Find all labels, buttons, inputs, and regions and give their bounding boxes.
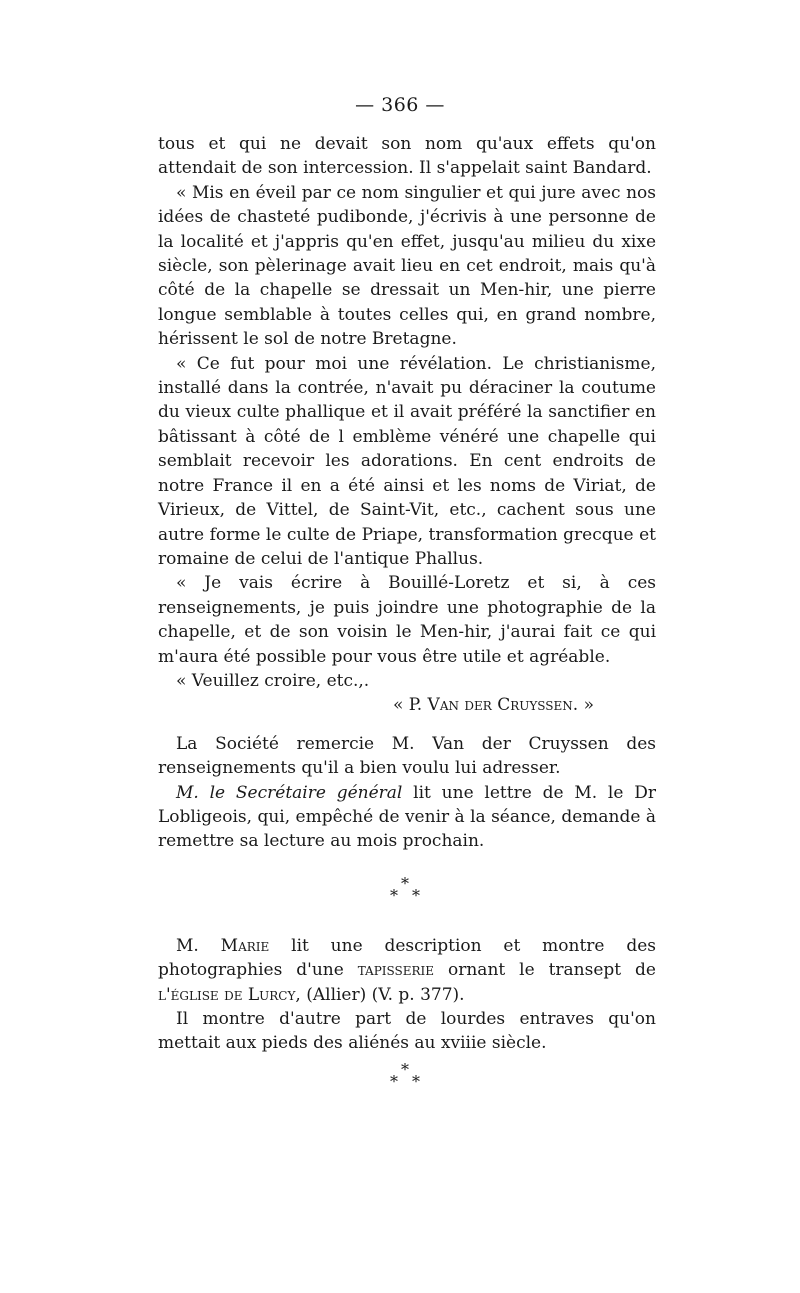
secretary-text: lit une lettre de M. le Dr Lobligeois, qui, empêché de venir à la séance, demande à remettre sa lecture au mois prochain.	[158, 782, 656, 852]
paragraph-marie	[158, 934, 656, 1007]
asterism-separator-2	[387, 1059, 427, 1094]
asterisk-glyph: *	[401, 1059, 409, 1079]
paragraph-letter-3: « Je vais écrire à Bouillé-Loretz et si, à ces renseignements, je puis joindre une photographie de la chapelle, et de son voisin le Men-hir, j'aurai fait ce qui m'aura été possible pour vous être utile et agréable.	[158, 573, 656, 667]
page-body	[158, 132, 656, 1094]
asterisk-glyph: *	[390, 1071, 398, 1091]
asterisk-glyph: *	[412, 1071, 420, 1091]
secretary-title: M. le Secrétaire général	[176, 782, 403, 803]
marie-text-e: (Allier) (V. p. 377).	[300, 984, 465, 1005]
marie-text-c: ornant le transept de	[434, 960, 656, 981]
paragraph-society: La Société remercie M. Van der Cruyssen des renseignements qu'il a bien voulu lui adresser.	[158, 733, 656, 779]
asterism-separator	[387, 873, 427, 908]
tapestry-term: tapisserie	[357, 960, 435, 981]
paragraph-continuation: tous et qui ne devait son nom qu'aux effets qu'on attendait de son intercession. Il s'appelait saint Bandard.	[158, 134, 656, 179]
asterisk-glyph: *	[401, 873, 409, 893]
paragraph-entraves: Il montre d'autre part de lourdes entraves qu'on mettait aux pieds des aliénés au xviiie siècle.	[158, 1009, 656, 1054]
church-name: l'église de Lurcy,	[158, 984, 301, 1005]
page-number: — 366 —	[355, 94, 445, 116]
asterisk-glyph: *	[390, 885, 398, 905]
speaker-name: M. Marie	[176, 935, 270, 956]
signature: « P. Van der Cruyssen. »	[392, 695, 594, 716]
paragraph-letter-1: « Mis en éveil par ce nom singulier et qui jure avec nos idées de chasteté pudibonde, j'écrivis à une personne de la localité et j'appris qu'en effet, jusqu'au milieu du xixe siècle, son pèlerinage avait lieu en cet endroit, mais qu'à côté de la chapelle se dressait un Men-hir, une pierre longue semblable à toutes celles qui, en grand nombre, hérissent le sol de notre Bretagne.	[158, 182, 656, 350]
paragraph-closing: « Veuillez croire, etc.,.	[176, 670, 370, 691]
asterisk-glyph: *	[412, 885, 420, 905]
paragraph-secretary	[158, 781, 656, 854]
paragraph-letter-2: « Ce fut pour moi une révélation. Le christianisme, installé dans la contrée, n'avait pu déraciner la coutume du vieux culte phallique et il avait préféré la sanctifier en bâtissant à côté de l emblème vénéré une chapelle qui semblait recevoir les adorations. En cent endroits de notre France il en a été ainsi et les noms de Viriat, de Virieux, de Vittel, de Saint-Vit, etc., cachent sous une autre forme le culte de Priape, transformation grecque et romaine de celui de l'antique Phallus.	[158, 353, 656, 569]
marie-text-a: lit une description et montre des photographies d'une	[158, 935, 657, 981]
